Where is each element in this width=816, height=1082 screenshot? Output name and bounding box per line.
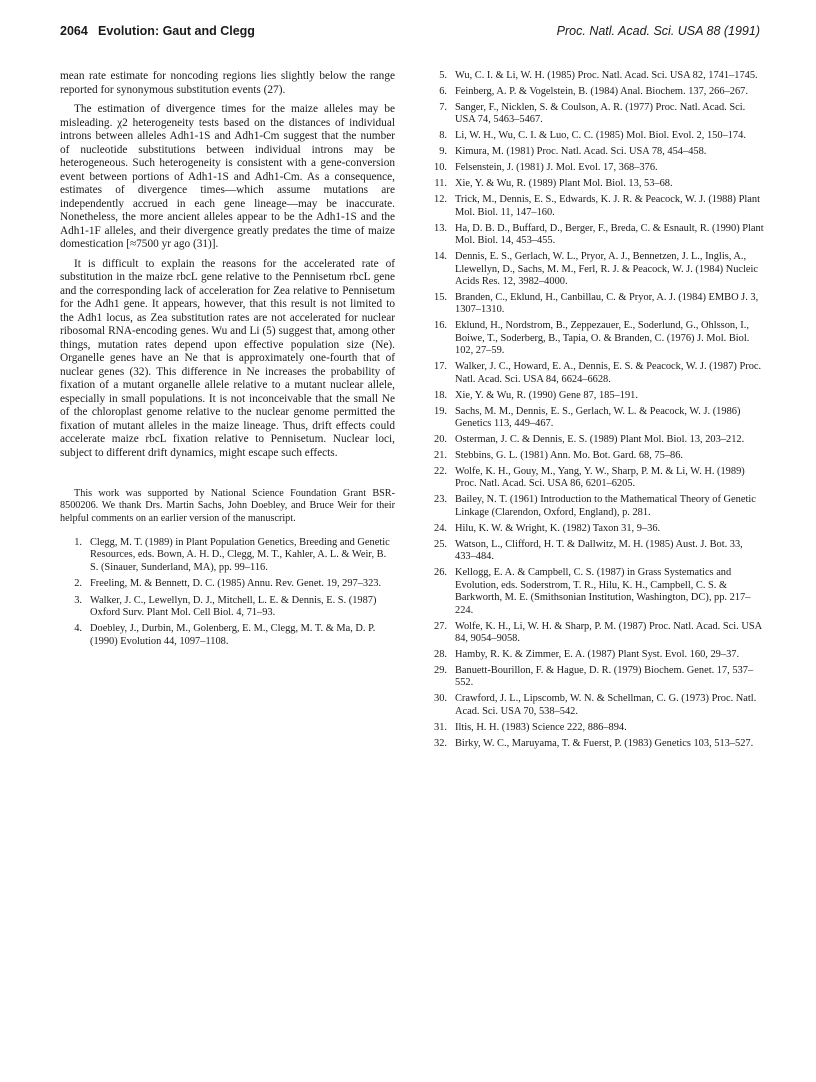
reference-text: Sachs, M. M., Dennis, E. S., Gerlach, W. L. & Peacock, W. J. (1986) Genetics 113, 449–467. [455,405,741,430]
reference-item [60,537,395,574]
body-paragraph: mean rate estimate for noncoding regions lies slightly below the range reported for synonymous substitution events (27). [60,70,395,96]
reference-number: 3. [74,594,82,606]
reference-text: Xie, Y. & Wu, R. (1989) Plant Mol. Biol. 13, 53–68. [455,178,673,190]
reference-item [60,578,395,590]
reference-item [425,665,765,690]
reference-number: 15. [434,292,447,304]
reference-number: 5. [439,70,447,81]
reference-item [425,102,765,127]
reference-text: Ha, D. B. D., Buffard, D., Berger, F., Breda, C. & Esnault, R. (1990) Plant Mol. Biol. 14, 453–455. [455,222,764,247]
reference-item [425,567,765,617]
reference-number: 26. [434,567,447,579]
reference-number: 32. [434,737,447,749]
reference-text: Bailey, N. T. (1961) Introduction to the Mathematical Theory of Genetic Linkage (Clarendon, Oxford, England), p. 281. [455,494,756,518]
reference-number: 31. [434,721,447,733]
reference-text: Stebbins, G. L. (1981) Ann. Mo. Bot. Gard. 68, 75–86. [455,450,684,462]
reference-item [60,623,395,648]
reference-text: Walker, J. C., Lewellyn, D. J., Mitchell, L. E. & Dennis, E. S. (1987) Oxford Surv. Plant Mol. Cell Biol. 4, 71–93. [90,594,377,618]
reference-text: Feinberg, A. P. & Vogelstein, B. (1984) Anal. Biochem. 137, 266–267. [455,86,748,97]
reference-text: Iltis, H. H. (1983) Science 222, 886–894. [455,721,627,733]
reference-item [425,178,765,190]
reference-item [425,450,765,462]
reference-number: 18. [434,389,447,401]
reference-item [425,292,765,317]
left-column [60,70,395,652]
reference-number: 1. [74,536,82,548]
reference-item [425,523,765,535]
reference-item [425,621,765,646]
reference-item [425,693,765,718]
reference-number: 29. [434,664,447,676]
reference-item [425,494,765,519]
reference-text: Doebley, J., Durbin, M., Golenberg, E. M., Clegg, M. T. & Ma, D. P. (1990) Evolution 44, 1097–1108. [90,623,376,647]
reference-item [425,406,765,431]
reference-item [425,162,765,174]
reference-item [425,130,765,142]
reference-text: Li, W. H., Wu, C. I. & Luo, C. C. (1985) Mol. Biol. Evol. 2, 150–174. [455,130,746,142]
reference-number: 24. [434,522,447,534]
reference-item [425,539,765,564]
reference-number: 12. [434,194,447,206]
reference-number: 21. [434,450,447,462]
reference-text: Branden, C., Eklund, H., Canbillau, C. & Pryor, A. J. (1984) EMBO J. 3, 1307–1310. [455,292,759,316]
reference-text: Walker, J. C., Howard, E. A., Dennis, E. S. & Peacock, W. J. (1987) Proc. Natl. Acad. Sci. USA 84, 6624–6628. [455,361,762,385]
reference-item [425,649,765,661]
reference-number: 4. [74,623,82,635]
reference-text: Crawford, J. L., Lipscomb, W. N. & Schellman, C. G. (1973) Proc. Natl. Acad. Sci. USA 70, 538–542. [455,693,757,717]
reference-text: Eklund, H., Nordstrom, B., Zeppezauer, E., Soderlund, G., Ohlsson, I., Boiwe, T., Soderberg, B., Tapia, O. & Branden, C. (1976) J. Mol. Biol. 102, 27–59. [455,320,750,357]
reference-number: 7. [439,102,447,113]
reference-number: 14. [434,251,447,263]
reference-item [425,223,765,248]
reference-number: 19. [434,405,447,417]
section-title: Evolution: Gaut and Clegg [98,24,255,38]
reference-text: Wu, C. I. & Li, W. H. (1985) Proc. Natl. Acad. Sci. USA 82, 1741–1745. [455,70,758,81]
acknowledgment: This work was supported by National Science Foundation Grant BSR-8500206. We thank Drs. Martin Sachs, John Doebley, and Bruce Weir for their helpful comments on an earlier version of the manuscript. [60,488,395,524]
reference-item [425,146,765,158]
right-column [425,70,765,754]
reference-number: 20. [434,434,447,446]
reference-item [425,722,765,734]
reference-text: Kimura, M. (1981) Proc. Natl. Acad. Sci. USA 78, 454–458. [455,146,707,158]
reference-item [425,251,765,288]
reference-number: 9. [439,146,447,158]
reference-text: Sanger, F., Nicklen, S. & Coulson, A. R. (1977) Proc. Natl. Acad. Sci. USA 74, 5463–5467. [455,102,746,126]
reference-number: 25. [434,538,447,550]
reference-number: 23. [434,494,447,506]
reference-text: Hamby, R. K. & Zimmer, E. A. (1987) Plant Syst. Evol. 160, 29–37. [455,648,740,660]
reference-text: Dennis, E. S., Gerlach, W. L., Pryor, A. J., Bennetzen, J. L., Inglis, A., Llewellyn, D., Sachs, M. M., Ferl, R. J. & Peacock, W. J. (1984) Nucleic Acids Res. 12, 3982–4000. [455,251,759,288]
reference-item [425,466,765,491]
reference-number: 27. [434,620,447,632]
reference-number: 6. [439,86,447,97]
reference-text: Trick, M., Dennis, E. S., Edwards, K. J. R. & Peacock, W. J. (1988) Plant Mol. Biol. 11, 147–160. [455,194,760,218]
reference-number: 16. [434,320,447,332]
reference-list-left [60,537,395,648]
body-paragraph: The estimation of divergence times for the maize alleles may be misleading. χ2 heterogeneity tests based on the distances of individual introns between alleles Adh1-1S and Adh1-Cm suggest that the number of nucleotide substitutions between individual introns may be heterogeneous. Such heterogeneity is consistent with a gene-conversion event between portions of Adh1-1S and Adh1-Cm. As a consequence, estimates of divergence times—which assume mutations are independently accrued in each gene lineage—may be inaccurate. Nonetheless, the more ancient alleles appear to be the Adh1-1S and the Adh1-1F alleles, and their divergence greatly predates the time of maize domestication [≈7500 yr ago (31)]. [60,103,395,250]
reference-number: 2. [74,578,82,590]
reference-text: Banuett-Bourillon, F. & Hague, D. R. (1979) Biochem. Genet. 17, 537–552. [455,664,754,689]
reference-text: Clegg, M. T. (1989) in Plant Population Genetics, Breeding and Genetic Resources, eds. Bown, A. H. D., Clegg, M. T., Kahler, A. L. & Weir, B. S. (Sinauer, Sunderland, MA), pp. 99–116. [90,536,390,573]
reference-text: Birky, W. C., Maruyama, T. & Fuerst, P. (1983) Genetics 103, 513–527. [455,737,754,749]
reference-text: Hilu, K. W. & Wright, K. (1982) Taxon 31, 9–36. [455,522,661,534]
reference-text: Watson, L., Clifford, H. T. & Dallwitz, M. H. (1985) Aust. J. Bot. 33, 433–484. [455,538,743,563]
reference-number: 13. [434,222,447,234]
reference-item [425,86,765,98]
reference-text: Xie, Y. & Wu, R. (1990) Gene 87, 185–191. [455,389,638,401]
reference-number: 10. [434,162,447,174]
journal-citation: Proc. Natl. Acad. Sci. USA 88 (1991) [556,24,760,38]
reference-text: Felsenstein, J. (1981) J. Mol. Evol. 17, 368–376. [455,162,658,174]
reference-number: 30. [434,693,447,705]
reference-item [425,738,765,750]
reference-number: 8. [439,130,447,142]
page-number: 2064 [60,24,88,38]
reference-list-right [425,70,765,750]
reference-item [425,194,765,219]
reference-number: 22. [434,466,447,478]
body-paragraph: It is difficult to explain the reasons for the accelerated rate of substitution in the maize rbcL gene relative to the Pennisetum rbcL gene and the corresponding lack of acceleration for Zea relative to Pennisetum for the Adh1 gene. It appears, however, that this result is not limited to the Adh1 locus, as Zea substitution rates are not accelerated for nuclear ribosomal RNA-encoding genes. Wu and Li (5) suggest that, among other things, mutation rates depend upon effective population size (Ne). Organelle genes have an Ne that is approximately one-fourth that of nuclear genes (32). This difference in Ne increases the probability of fixation of a mutant organelle allele relative to a mutant nuclear allele, especially in small populations. It is not inconceivable that the small Ne of the chloroplast genome relative to the nuclear genome permitted the fixation of mutant alleles in the maize lineage. Thus, drift effects could accelerate maize rbcL fixation relative to Pennisetum. Nuclear loci, subject to different drift dynamics, might escape such effects. [60,257,395,459]
reference-number: 11. [434,178,447,190]
reference-item [425,361,765,386]
reference-text: Kellogg, E. A. & Campbell, C. S. (1987) in Grass Systematics and Evolution, eds. Soderstrom, T. R., Hilu, K. H., Campbell, C. S. & Barkworth, M. E. (Smithsonian Institution, Washington, DC), pp. 217–224. [455,567,751,616]
reference-item [425,70,765,82]
reference-number: 17. [434,361,447,373]
running-header [60,24,760,40]
reference-item [60,595,395,620]
reference-number: 28. [434,648,447,660]
reference-text: Wolfe, K. H., Gouy, M., Yang, Y. W., Sharp, P. M. & Li, W. H. (1989) Proc. Natl. Acad. Sci. USA 86, 6201–6205. [455,466,745,490]
reference-item [425,320,765,357]
reference-text: Freeling, M. & Bennett, D. C. (1985) Annu. Rev. Genet. 19, 297–323. [90,578,382,590]
reference-item [425,390,765,402]
reference-item [425,434,765,446]
reference-text: Osterman, J. C. & Dennis, E. S. (1989) Plant Mol. Biol. 13, 203–212. [455,434,745,446]
reference-text: Wolfe, K. H., Li, W. H. & Sharp, P. M. (1987) Proc. Natl. Acad. Sci. USA 84, 9054–9058. [455,620,762,644]
